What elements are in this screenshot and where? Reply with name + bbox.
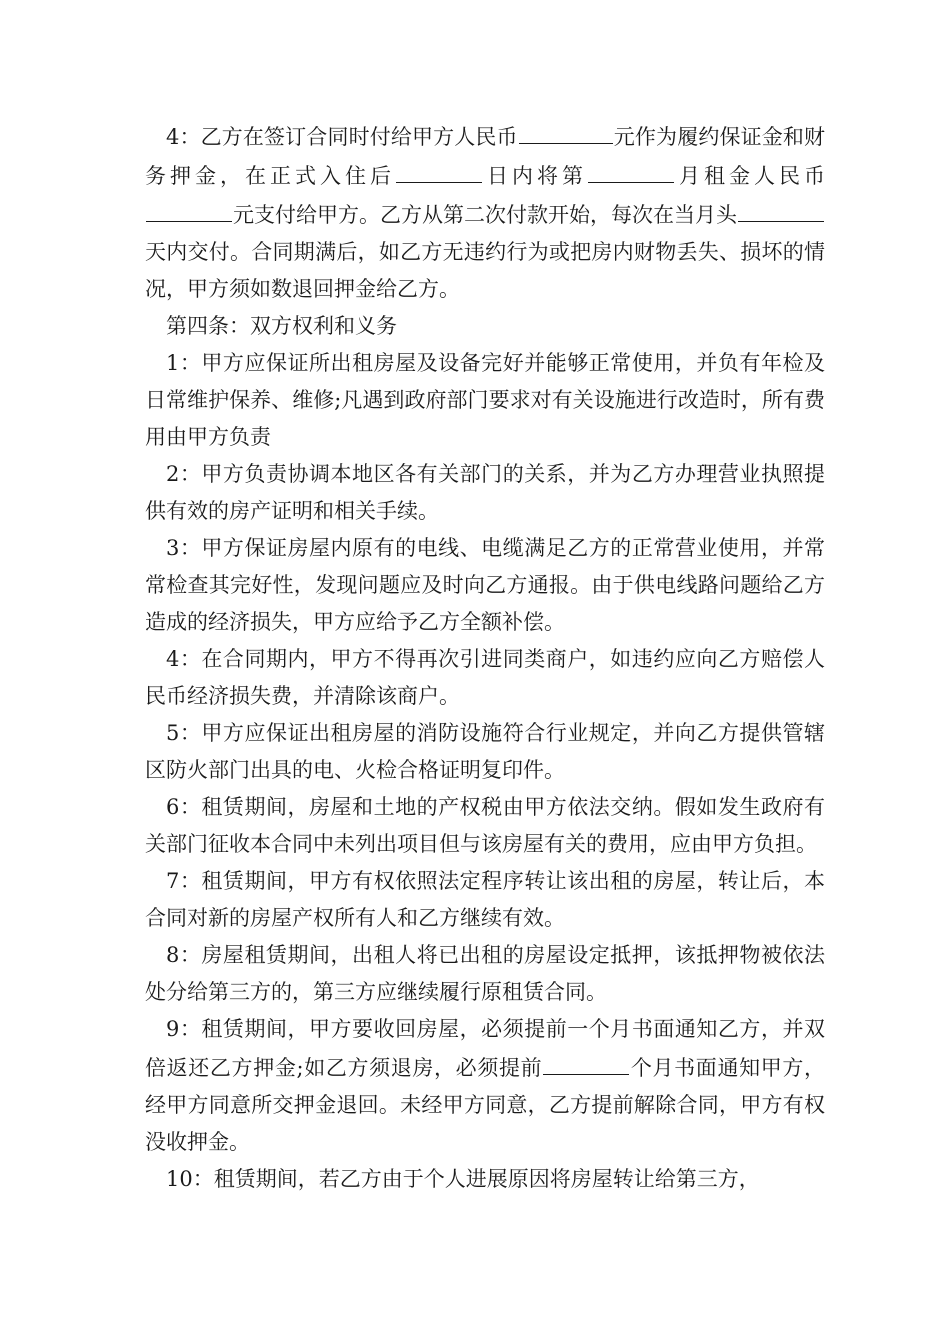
- item-9-text-1: 9：租赁期间，甲方要收回房屋，必须提前一个月书面通知乙方，并双倍返还乙方押金;如乙方须退房，必须提前: [145, 1017, 825, 1080]
- blank-line: [396, 156, 482, 183]
- blank-line: [146, 195, 232, 222]
- blank-line: [588, 156, 674, 183]
- blank-line: [519, 117, 613, 144]
- clause-4-text-1: 4：乙方在签订合同时付给甲方人民币: [166, 125, 518, 149]
- clause-4-text-2: 元作为履约保证金和财务押金，在正式入住后: [145, 125, 826, 188]
- list-item: 8：房屋租赁期间，出租人将已出租的房屋设定抵押，该抵押物被依法处分给第三方的，第三方应继续履行原租赁合同。: [145, 943, 825, 1004]
- list-item: 10：租赁期间，若乙方由于个人进展原因将房屋转让给第三方，: [166, 1167, 760, 1191]
- list-item: 7：租赁期间，甲方有权依照法定程序转让该出租的房屋，转让后，本合同对新的房屋产权所有人和乙方继续有效。: [145, 869, 825, 930]
- clause-4-deposit: [145, 117, 825, 308]
- article-heading: 第四条：双方权利和义务: [166, 314, 397, 338]
- clause-4-text-6: 天内交付。合同期满后，如乙方无违约行为或把房内财物丢失、损坏的情况，甲方须如数退回押金给乙方。: [145, 240, 825, 301]
- item-9-text-2: 个月书面通知甲方，经甲方同意所交押金退回。未经甲方同意，乙方提前解除合同，甲方有权没收押金。: [145, 1056, 826, 1154]
- list-item: 1：甲方应保证所出租房屋及设备完好并能够正常使用，并负有年检及日常维护保养、维修;凡遇到政府部门要求对有关设施进行改造时，所有费用由甲方负责: [145, 351, 825, 449]
- contract-body: [145, 117, 825, 1198]
- list-item: 2：甲方负责协调本地区各有关部门的关系，并为乙方办理营业执照提供有效的房产证明和相关手续。: [145, 462, 825, 523]
- list-item: [145, 1011, 825, 1161]
- blank-line: [738, 195, 824, 222]
- clause-4-text-3: 日内将第: [483, 164, 587, 188]
- clause-4-text-4: 月租金人民币: [675, 164, 825, 188]
- list-item: 4：在合同期内，甲方不得再次引进同类商户，如违约应向乙方赔偿人民币经济损失费，并清除该商户。: [145, 647, 825, 708]
- list-item: 6：租赁期间，房屋和土地的产权税由甲方依法交纳。假如发生政府有关部门征收本合同中未列出项目但与该房屋有关的费用，应由甲方负担。: [145, 795, 825, 856]
- list-item: 3：甲方保证房屋内原有的电线、电缆满足乙方的正常营业使用，并常常检查其完好性，发现问题应及时向乙方通报。由于供电线路问题给乙方造成的经济损失，甲方应给予乙方全额补偿。: [145, 536, 825, 634]
- blank-line: [543, 1048, 629, 1075]
- list-item: 5：甲方应保证出租房屋的消防设施符合行业规定，并向乙方提供管辖区防火部门出具的电、火检合格证明复印件。: [145, 721, 825, 782]
- clause-4-text-5: 元支付给甲方。乙方从第二次付款开始，每次在当月头: [233, 203, 737, 227]
